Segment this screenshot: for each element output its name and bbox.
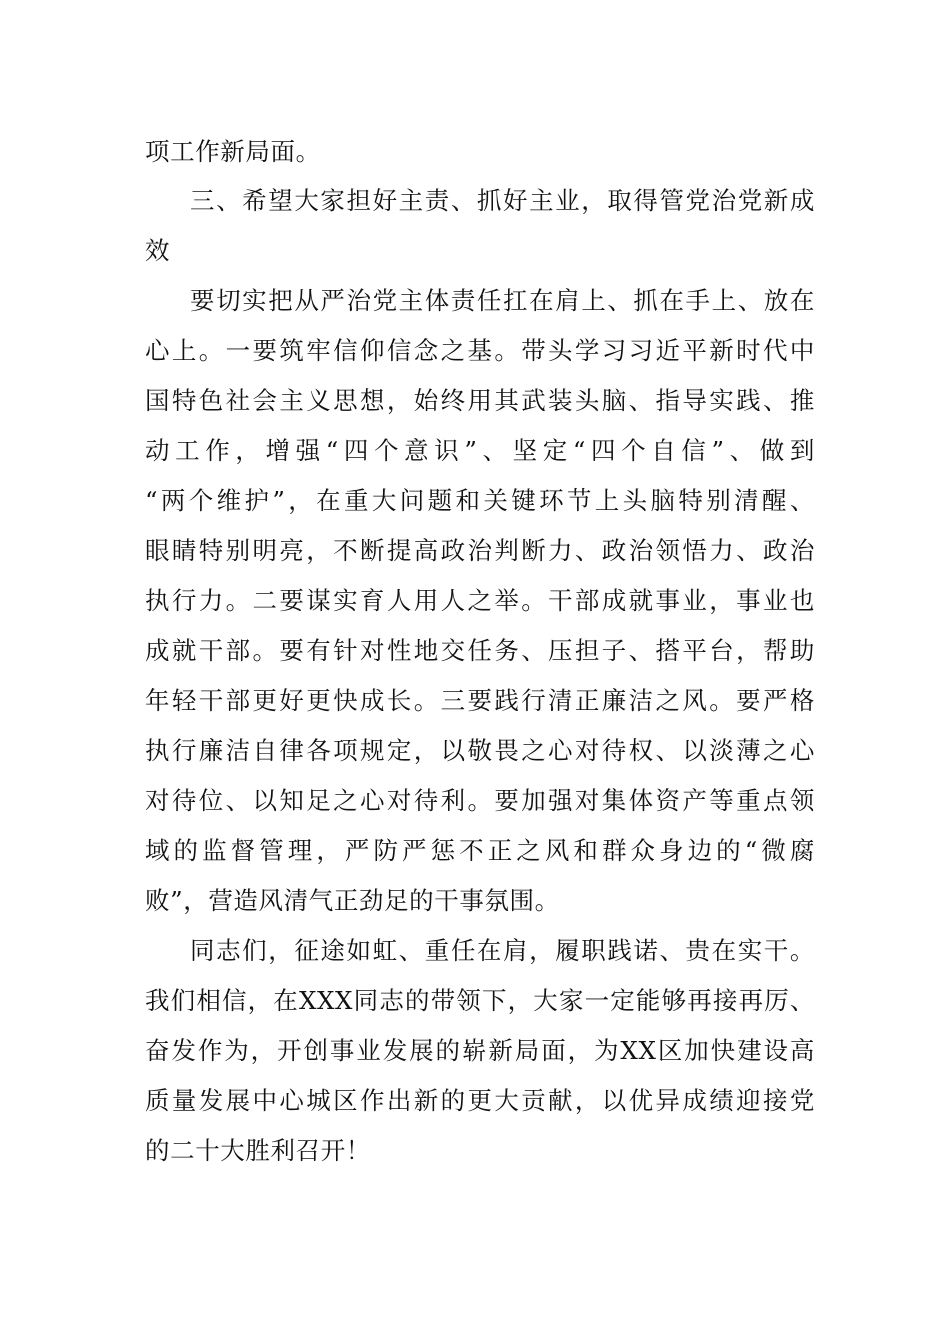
text-line: 的二十大胜利召开！ [145,1136,371,1165]
text-line: “两个维护”，在重大问题和关键环节上头脑特别清醒、 [145,486,815,515]
text-line: 我们相信，在XXX同志的带领下，大家一定能够再接再厉、 [145,986,815,1015]
text-line: 败”，营造风清气正劲足的干事氛围。 [145,886,560,915]
text-line: 心上。一要筑牢信仰信念之基。带头学习习近平新时代中 [145,336,815,365]
text-line: 国特色社会主义思想，始终用其武装头脑、指导实践、推 [145,386,815,415]
text-line: 眼睛特别明亮，不断提高政治判断力、政治领悟力、政治 [145,536,815,565]
text-line: 动工作，增强“四个意识”、坚定“四个自信”、做到 [145,436,815,465]
text-line: 奋发作为，开创事业发展的崭新局面，为XX区加快建设高 [145,1036,815,1065]
text-line: 项工作新局面。 [145,137,321,166]
text-line: 执行廉洁自律各项规定，以敬畏之心对待权、以淡薄之心 [145,736,815,765]
text-line: 同志们，征途如虹、重任在肩，履职践诺、贵在实干。 [190,936,815,965]
text-line: 年轻干部更好更快成长。三要践行清正廉洁之风。要严格 [145,686,815,715]
section-heading-line: 三、希望大家担好主责、抓好主业，取得管党治党新成 [190,186,815,215]
text-line: 要切实把从严治党主体责任扛在肩上、抓在手上、放在 [190,286,815,315]
text-line: 质量发展中心城区作出新的更大贡献，以优异成绩迎接党 [145,1086,815,1115]
text-line: 执行力。二要谋实育人用人之举。干部成就事业，事业也 [145,586,815,615]
text-line: 域的监督管理，严防严惩不正之风和群众身边的“微腐 [145,836,815,865]
section-heading-line: 效 [145,236,171,265]
text-line: 对待位、以知足之心对待利。要加强对集体资产等重点领 [145,786,815,815]
text-line: 成就干部。要有针对性地交任务、压担子、搭平台，帮助 [145,636,815,665]
